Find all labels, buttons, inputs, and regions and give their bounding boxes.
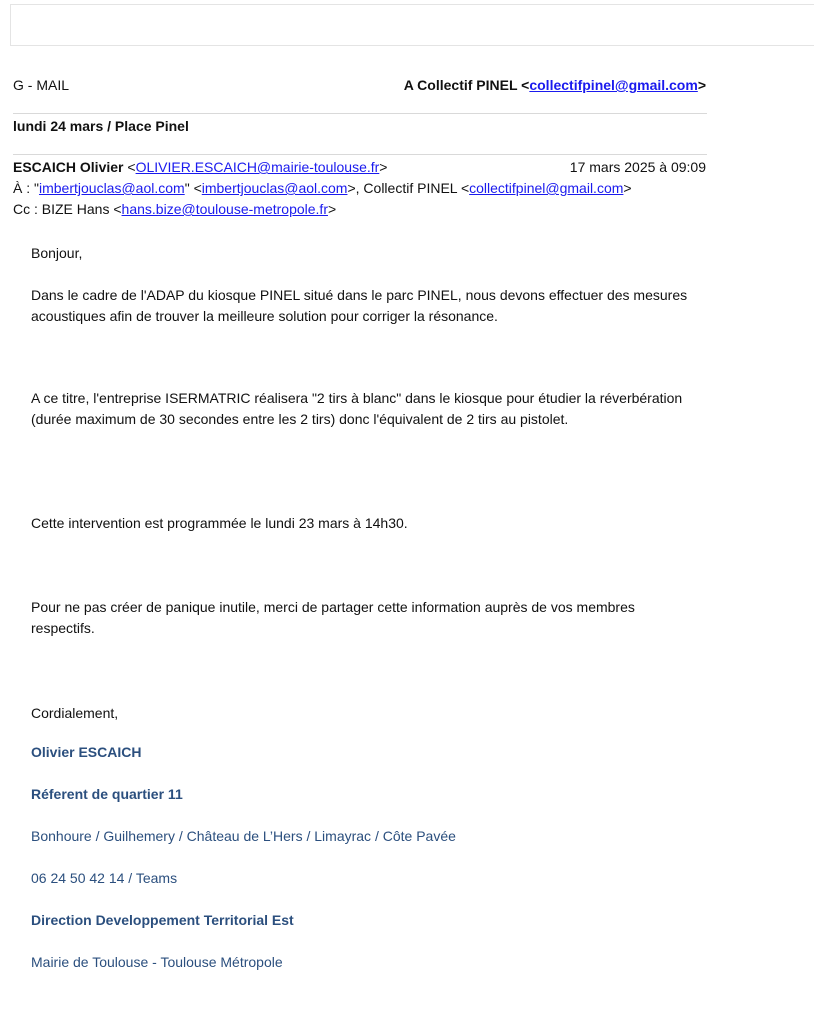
signature-department: Direction Developpement Territorial Est — [31, 912, 294, 928]
to-line — [13, 180, 632, 196]
top-bar — [10, 4, 814, 46]
cc-label: Cc : BIZE Hans < — [13, 201, 122, 217]
sender-name: ESCAICH Olivier — [13, 159, 124, 175]
sender-close: > — [379, 159, 388, 175]
to-email2-link[interactable]: collectifpinel@gmail.com — [469, 180, 624, 196]
body-closing: Cordialement, — [31, 705, 119, 721]
signature-name: Olivier ESCAICH — [31, 744, 142, 760]
subject-divider — [13, 154, 707, 155]
signature-areas: Bonhoure / Guilhemery / Château de L’Hers / Limayrac / Côte Pavée — [31, 828, 456, 844]
body-paragraph-2: A ce titre, l'entreprise ISERMATRIC réalisera "2 tirs à blanc" dans le kiosque pour étudier la réverbération (durée maximum de 30 secondes entre les 2 tirs) donc l'équivalent de 2 tirs au pistolet. — [31, 390, 683, 427]
body-paragraph-3: Cette intervention est programmée le lundi 23 mars à 14h30. — [31, 515, 408, 531]
to-name-link[interactable]: imbertjouclas@aol.com — [38, 180, 185, 196]
signature-role: Réferent de quartier 11 — [31, 786, 183, 802]
body-paragraph-4: Pour ne pas créer de panique inutile, merci de partager cette information auprès de vos membres respectifs. — [31, 599, 635, 636]
to-rest: >, Collectif PINEL < — [347, 180, 470, 196]
to-end: > — [623, 180, 632, 196]
from-line — [13, 159, 387, 175]
body-paragraph-1: Dans le cadre de l'ADAP du kiosque PINEL situé dans le parc PINEL, nous devons effectuer des mesures acoustiques afin de trouver la meilleure solution pour corriger la résonance. — [31, 287, 688, 324]
account-email-link[interactable]: collectifpinel@gmail.com — [529, 77, 698, 93]
account-line — [404, 77, 706, 93]
sender-open: < — [123, 159, 136, 175]
body-greeting: Bonjour, — [31, 245, 83, 261]
cc-email-link[interactable]: hans.bize@toulouse-metropole.fr — [121, 201, 328, 217]
cc-line — [13, 201, 336, 217]
account-prefix: A Collectif PINEL < — [403, 77, 530, 93]
sender-email-link[interactable]: OLIVIER.ESCAICH@mairie-toulouse.fr — [135, 159, 380, 175]
message-date: 17 mars 2025 à 09:09 — [569, 159, 706, 175]
signature-organization: Mairie de Toulouse - Toulouse Métropole — [31, 954, 283, 970]
account-suffix: > — [697, 77, 706, 93]
to-mid: " < — [184, 180, 202, 196]
header-divider — [13, 113, 707, 114]
thread-subject: lundi 24 mars / Place Pinel — [13, 118, 189, 134]
to-label: À : " — [13, 180, 39, 196]
to-email-link[interactable]: imbertjouclas@aol.com — [201, 180, 348, 196]
signature-phone: 06 24 50 42 14 / Teams — [31, 870, 178, 886]
app-name: G - MAIL — [13, 77, 70, 93]
cc-end: > — [327, 201, 337, 217]
